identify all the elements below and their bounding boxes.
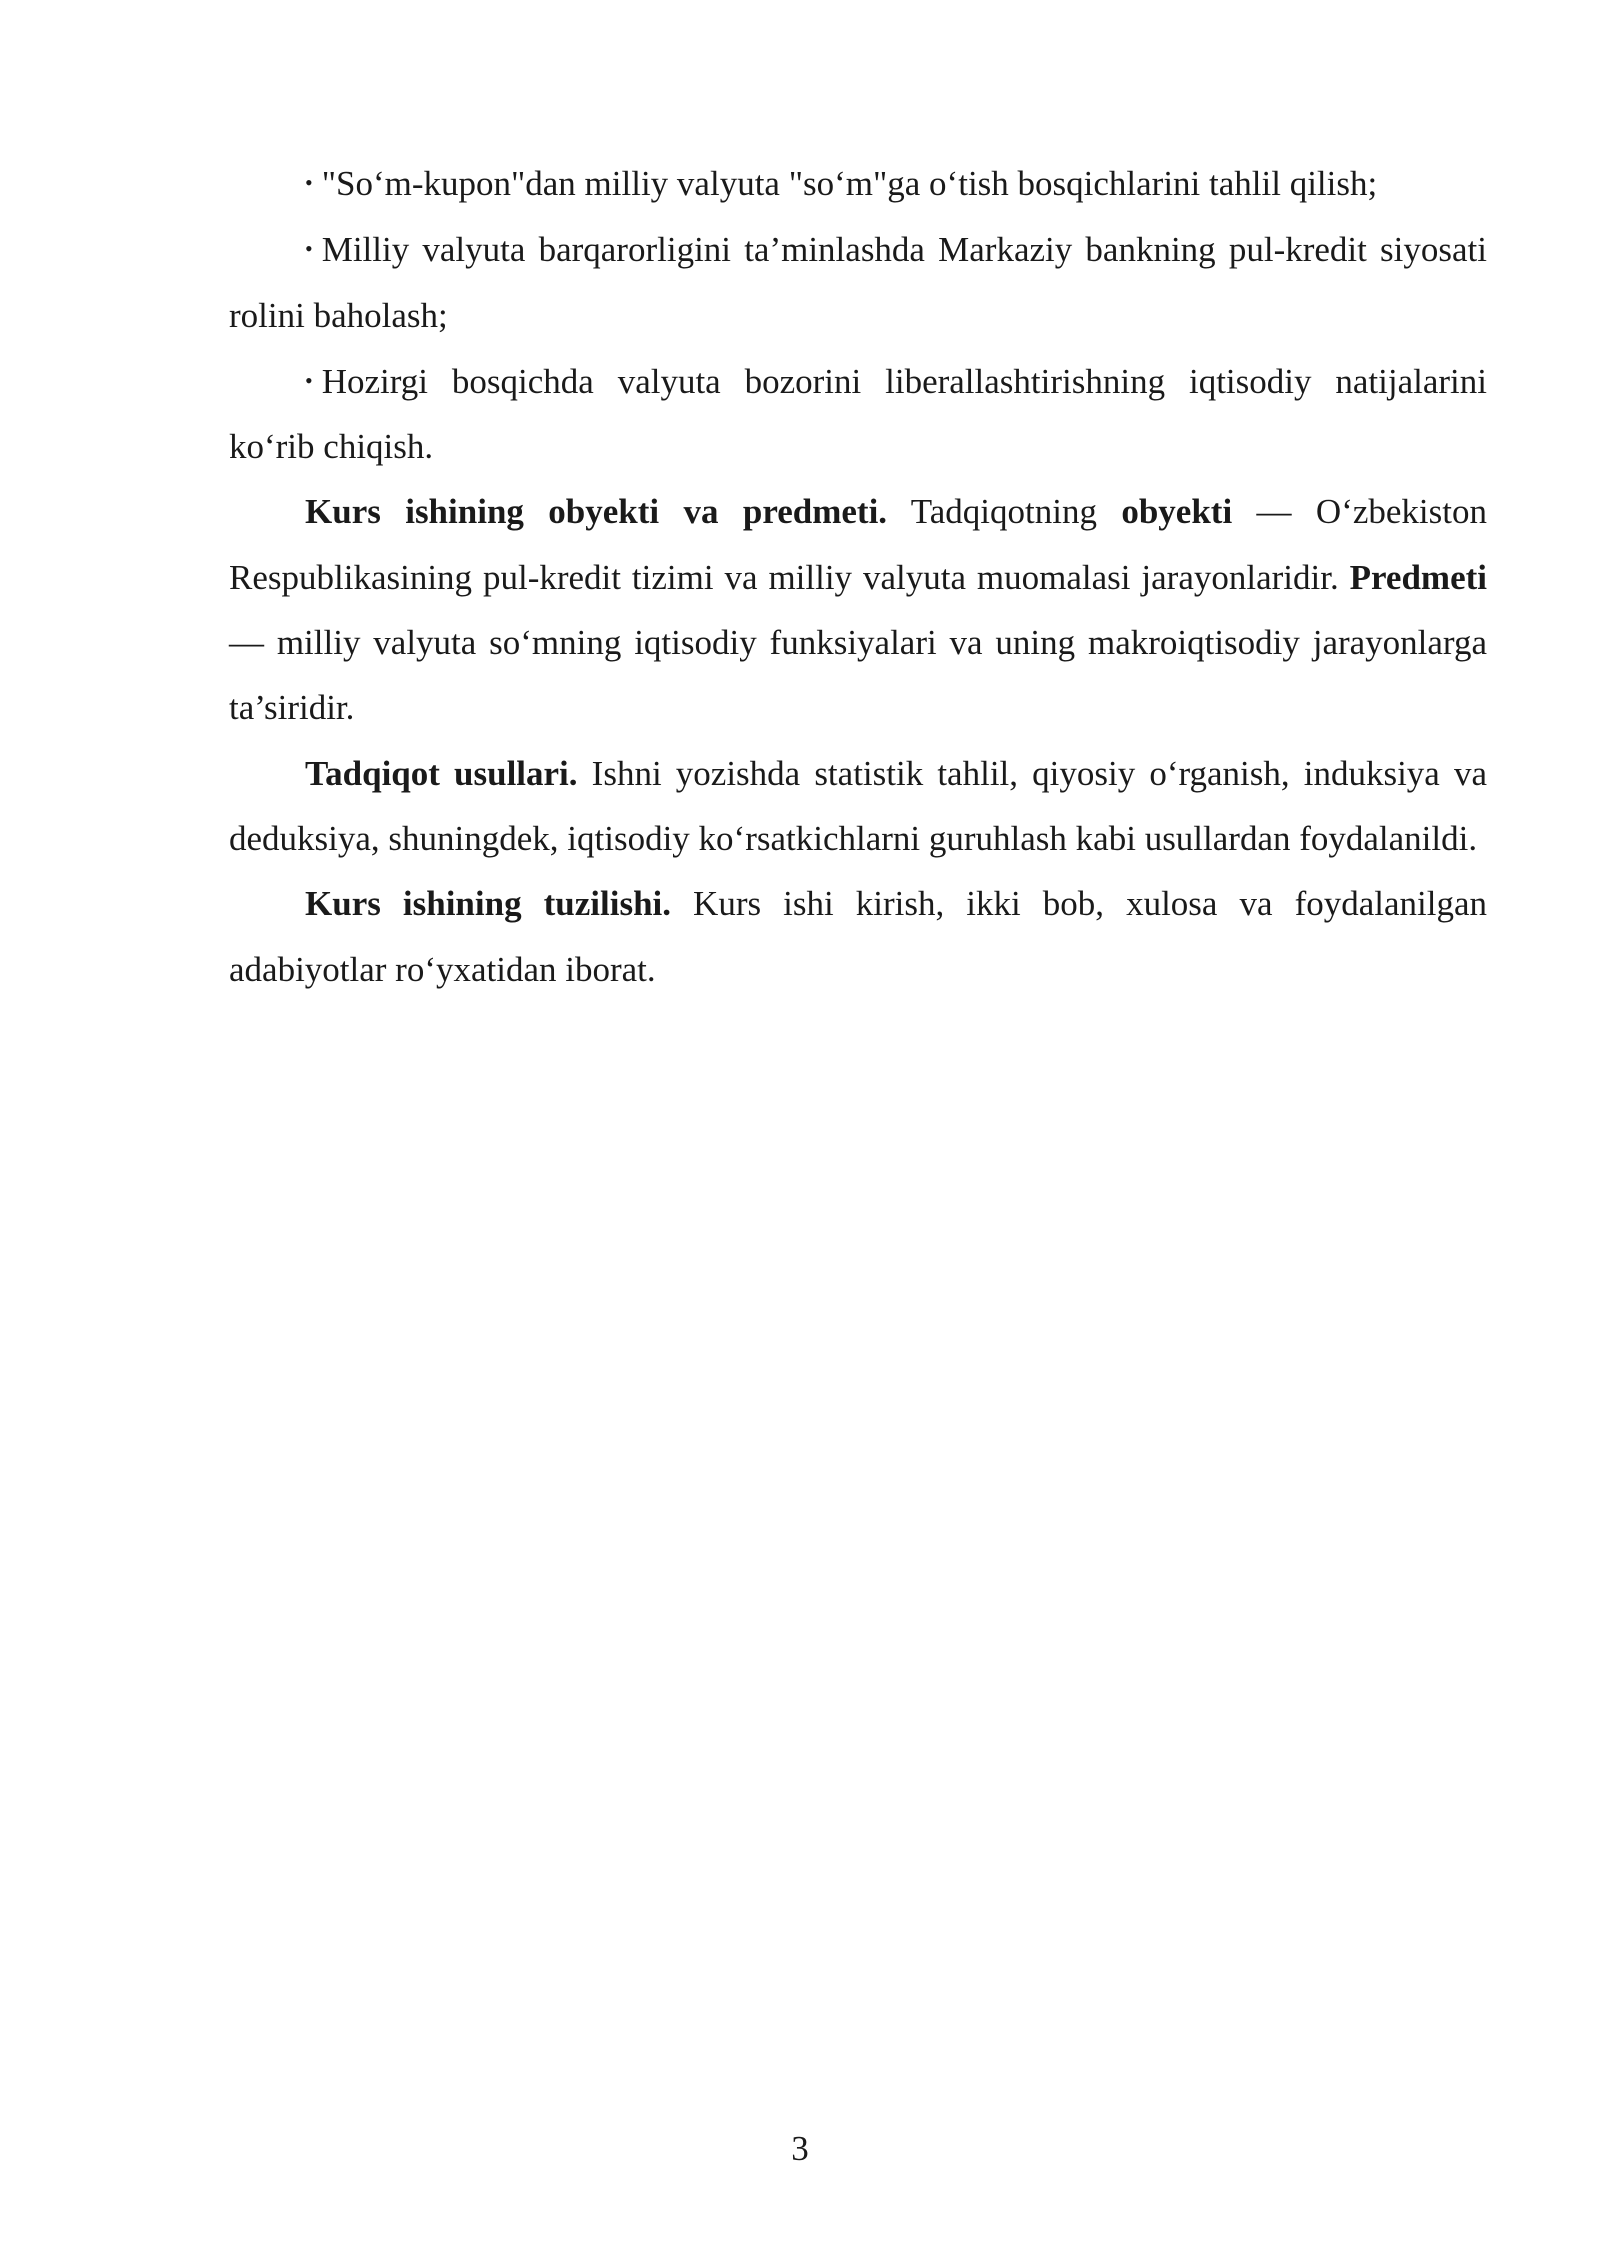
methods-paragraph [229,741,1487,872]
methods-text: Ishni yozishda statistik tahlil, qiyosiy o‘rganish, induksiya va deduksiya, shuningdek, iqtisodiy ko‘rsatkichlarni guruhlash kabi usullardan foydalanildi. [229,753,1487,858]
bullet-text: Milliy valyuta barqarorligini ta’minlashda Markaziy bankning pul-kredit siyosati rolini baholash; [229,230,1487,335]
bullet-item-1 [229,150,1487,216]
bullet-marker: • [305,236,313,262]
structure-heading: Kurs ishining tuzilishi. [305,884,672,924]
bullet-marker: • [305,367,313,393]
bullet-item-2 [229,216,1487,348]
methods-heading: Tadqiqot usullari. [305,753,578,793]
page-number: 3 [791,2129,809,2168]
structure-text: Kurs ishi kirish, ikki bob, xulosa va foydalanilgan adabiyotlar ro‘yxatidan iborat. [229,884,1488,989]
bullet-text: Hozirgi bosqichda valyuta bozorini liberallashtirishning iqtisodiy natijalarini ko‘rib chiqish. [229,361,1487,467]
bullet-text: "So‘m-kupon"dan milliy valyuta "so‘m"ga o‘tish bosqichlarini tahlil qilish; [321,164,1378,203]
subject-term: Predmeti [1349,557,1487,597]
structure-paragraph [229,871,1487,1002]
bullet-item-3 [229,348,1487,480]
object-term: obyekti [1121,492,1233,532]
object-subject-paragraph [229,479,1487,740]
object-subject-text-1: Tadqiqotning [887,492,1122,532]
object-subject-text-2: — O‘zbekiston Respublikasining pul-kredit tizimi va milliy valyuta muomalasi jarayonlaridir. [229,492,1487,597]
object-subject-heading: Kurs ishining obyekti va predmeti. [305,492,888,532]
page-content [229,150,1487,1002]
bullet-marker: • [305,170,313,195]
object-subject-text-3: — milliy valyuta so‘mning iqtisodiy funksiyalari va uning makroiqtisodiy jarayonlarga ta’siridir. [229,623,1487,728]
